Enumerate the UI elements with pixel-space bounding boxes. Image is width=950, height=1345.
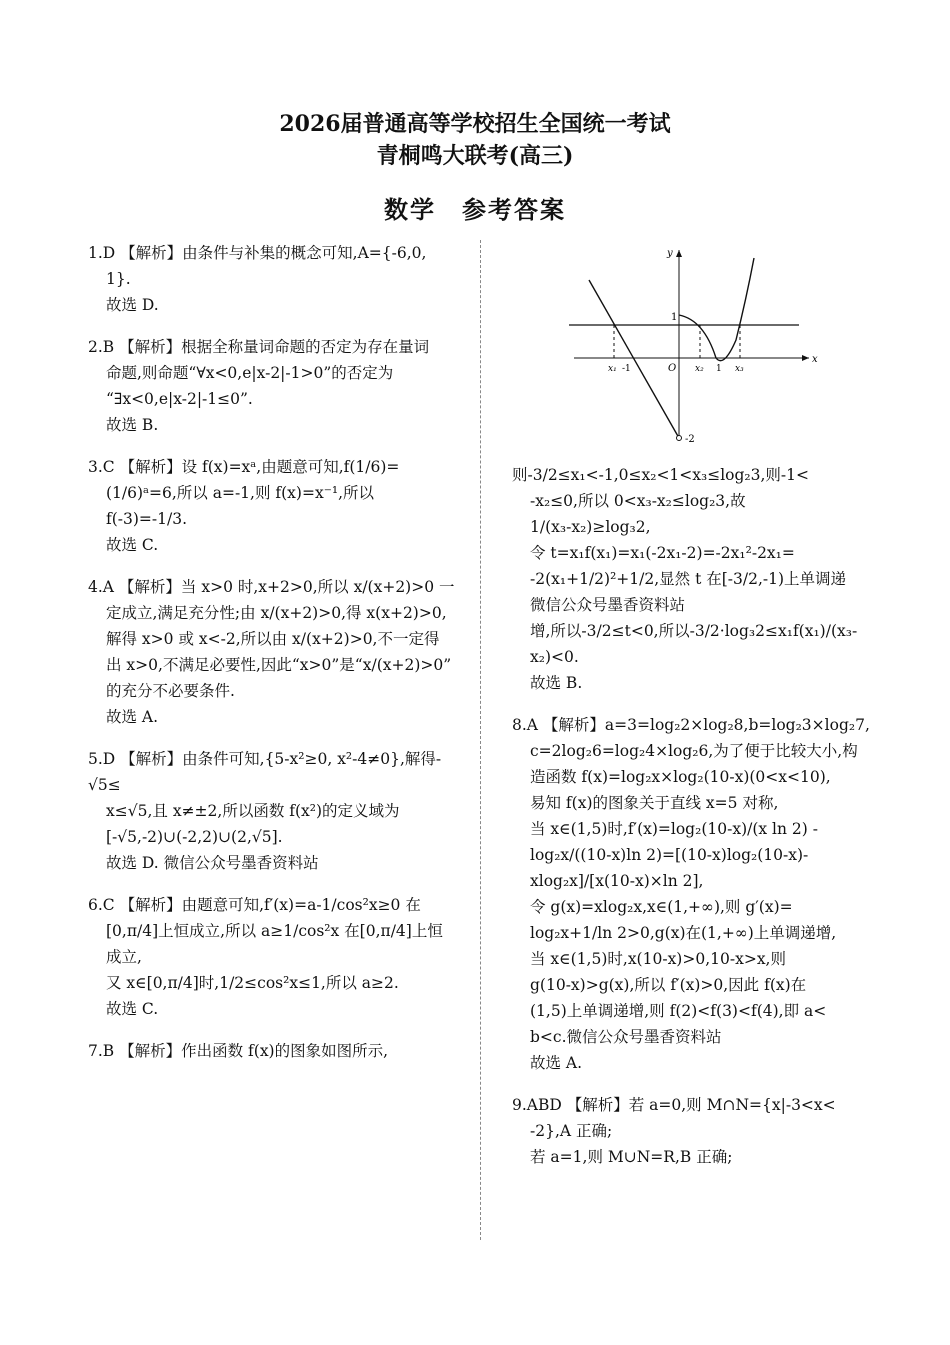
answer-line: 令 g(x)=xlog₂x,x∈(1,+∞),则 g′(x)= [530, 898, 793, 916]
answer-line: 2.B 【解析】根据全称量词命题的否定为存在量词 [88, 338, 430, 356]
subject-title: 数学 参考答案 [384, 195, 566, 224]
answer-line: 1/(x₃-x₂)≥log₃2, [530, 518, 651, 536]
answer-line: 易知 f(x)的图象关于直线 x=5 对称, [530, 794, 779, 812]
answer-q5 [88, 746, 466, 876]
answer-line: 9.ABD 【解析】若 a=0,则 M∩N={x|-3<x< [512, 1096, 836, 1114]
right-column [512, 240, 872, 1186]
answer-line: 故选 C. [106, 536, 159, 554]
answer-line: 当 x∈(1,5)时,f′(x)=log₂(10-x)/(x ln 2) - [530, 820, 818, 838]
answer-line: 的充分不必要条件. [106, 682, 235, 700]
answer-line: 微信公众号墨香资料站 [530, 596, 686, 614]
answer-line: “∃x<0,e|x-2|-1≤0”. [106, 390, 253, 408]
answer-line: x≤√5,且 x≠±2,所以函数 f(x²)的定义域为 [106, 802, 400, 820]
answer-line: b<c.微信公众号墨香资料站 [530, 1028, 722, 1046]
answer-line: 故选 D. [106, 296, 159, 314]
answer-line: log₂x/((10-x)ln 2)=[(10-x)log₂(10-x)-xlog₂x]/[x(10-x)×ln 2], [530, 846, 809, 890]
label-x2: x₂ [695, 364, 704, 374]
answer-line: 增,所以-3/2≤t<0,所以-3/2·log₃2≤x₁f(x₁)/(x₃-x₂)<0. [530, 622, 858, 666]
label-minus-two: -2 [685, 434, 695, 445]
answer-line: f(-3)=-1/3. [106, 510, 188, 528]
answer-line: 1}. [106, 270, 131, 288]
right-branch [679, 258, 754, 361]
label-y: y [667, 248, 673, 259]
answer-line: 又 x∈[0,π/4]时,1/2≤cos²x≤1,所以 a≥2. [106, 974, 399, 992]
exam-subtitle: 青桐鸣大联考(高三) [376, 143, 574, 169]
answer-line: [0,π/4]上恒成立,所以 a≥1/cos²x 在[0,π/4]上恒 [106, 922, 443, 940]
label-origin: O [668, 363, 677, 374]
column-divider [480, 240, 481, 1240]
label-x: x [812, 354, 818, 365]
x-axis-arrow-icon [802, 355, 809, 361]
right-column-text [512, 462, 872, 1186]
answer-q7b [512, 462, 872, 696]
left-column [88, 240, 466, 1080]
answer-q8 [512, 712, 872, 1076]
answer-line: 5.D 【解析】由条件可知,{5-x²≥0, x²-4≠0},解得-√5≤ [88, 750, 442, 794]
answer-line: c=2log₂6=log₂4×log₂6,为了便于比较大小,构 [530, 742, 858, 760]
answer-line: 故选 A. [106, 708, 159, 726]
answer-line: 令 t=x₁f(x₁)=x₁(-2x₁-2)=-2x₁²-2x₁= [530, 544, 795, 562]
answer-line: 定成立,满足充分性;由 x/(x+2)>0,得 x(x+2)>0, [106, 604, 447, 622]
function-graph-svg [564, 240, 818, 450]
answer-line: 6.C 【解析】由题意可知,f′(x)=a-1/cos²x≥0 在 [88, 896, 421, 914]
answer-line: 故选 D. 微信公众号墨香资料站 [106, 854, 319, 872]
answer-line: -2},A 正确; [530, 1122, 613, 1140]
answer-line: 造函数 f(x)=log₂x×log₂(10-x)(0<x<10), [530, 768, 831, 786]
answer-line: -2(x₁+1/2)²+1/2,显然 t 在[-3/2,-1)上单调递 [530, 570, 847, 588]
label-minus-one: -1 [622, 364, 631, 374]
answer-line: (1/6)ᵃ=6,所以 a=-1,则 f(x)=x⁻¹,所以 [106, 484, 375, 502]
label-one-y: 1 [671, 312, 678, 323]
answer-line: g(10-x)>g(x),所以 f′(x)>0,因此 f(x)在 [530, 976, 807, 994]
answer-line: 当 x∈(1,5)时,x(10-x)>0,10-x>x,则 [530, 950, 786, 968]
answer-line: -x₂≤0,所以 0<x₃-x₂≤log₂3,故 [530, 492, 746, 510]
answer-line: [-√5,-2)∪(-2,2)∪(2,√5]. [106, 828, 283, 846]
answer-line: 故选 C. [106, 1000, 159, 1018]
label-x1: x₁ [608, 364, 617, 374]
exam-title: 2026届普通高等学校招生全国统一考试 [279, 111, 671, 137]
answer-q6 [88, 892, 466, 1022]
answer-line: 4.A 【解析】当 x>0 时,x+2>0,所以 x/(x+2)>0 一 [88, 578, 455, 596]
answer-line: 7.B 【解析】作出函数 f(x)的图象如图所示, [88, 1042, 389, 1060]
answer-line: 解得 x>0 或 x<-2,所以由 x/(x+2)>0,不一定得 [106, 630, 440, 648]
answer-line: (1,5)上单调递增,则 f(2)<f(3)<f(4),即 a< [530, 1002, 827, 1020]
answer-line: 故选 B. [530, 674, 583, 692]
answer-q1 [88, 240, 466, 318]
label-one-x: 1 [716, 364, 722, 374]
answer-line: 出 x>0,不满足必要性,因此“x>0”是“x/(x+2)>0” [106, 656, 452, 674]
label-x3: x₃ [735, 364, 744, 374]
answer-line: 命题,则命题“∀x<0,e|x-2|-1>0”的否定为 [106, 364, 394, 382]
answer-q2 [88, 334, 466, 438]
answer-line: 若 a=1,则 M∪N=R,B 正确; [530, 1148, 733, 1166]
answer-q4 [88, 574, 466, 730]
open-point [677, 436, 682, 441]
function-graph [564, 240, 818, 450]
left-branch [589, 280, 679, 438]
answer-line: 成立, [106, 948, 142, 966]
answer-line: 则-3/2≤x₁<-1,0≤x₂<1<x₃≤log₂3,则-1< [512, 466, 810, 484]
answer-q3 [88, 454, 466, 558]
answer-line: 3.C 【解析】设 f(x)=xᵃ,由题意可知,f(1/6)= [88, 458, 400, 476]
answer-line: 故选 B. [106, 416, 159, 434]
answer-line: 故选 A. [530, 1054, 583, 1072]
answer-line: log₂x+1/ln 2>0,g(x)在(1,+∞)上单调递增, [530, 924, 837, 942]
answer-q7 [88, 1038, 466, 1064]
y-axis-arrow-icon [676, 250, 682, 257]
answer-q9 [512, 1092, 872, 1170]
page-header [0, 108, 950, 225]
answer-line: 8.A 【解析】a=3=log₂2×log₂8,b=log₂3×log₂7, [512, 716, 870, 734]
answer-line: 1.D 【解析】由条件与补集的概念可知,A={-6,0, [88, 244, 427, 262]
